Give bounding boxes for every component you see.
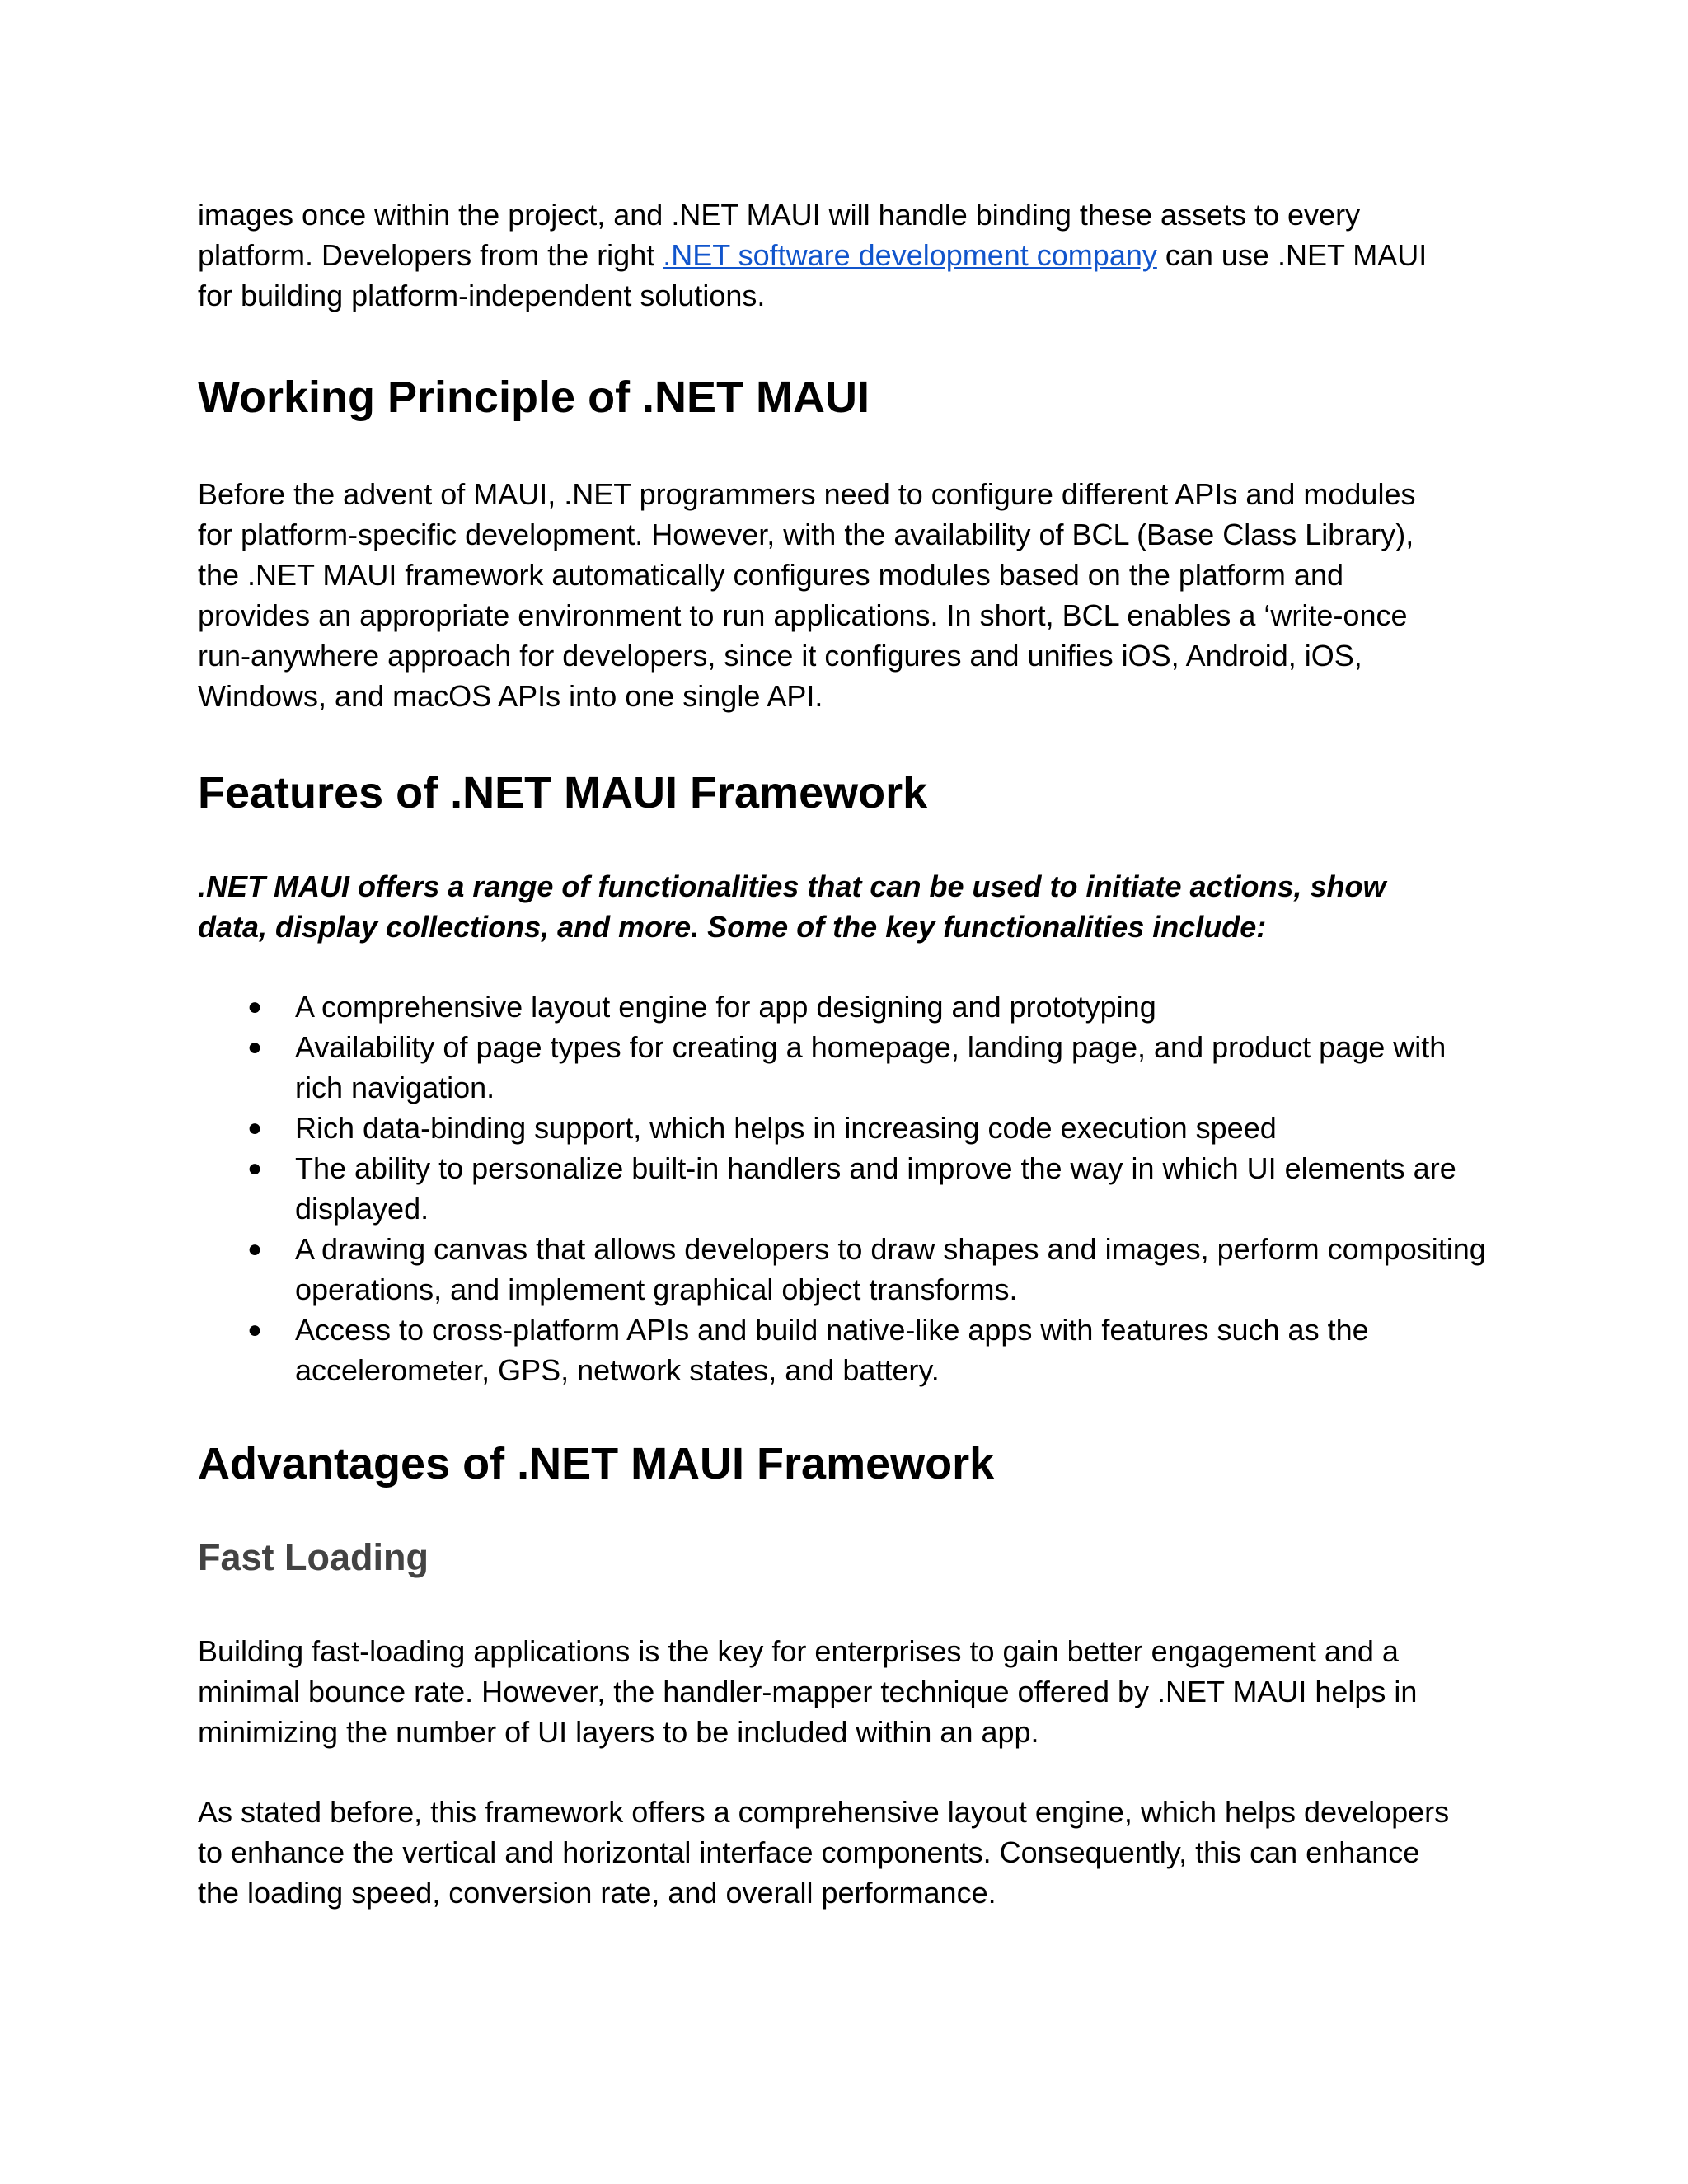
bullet-icon: ●	[247, 1114, 263, 1141]
list-item-text: A comprehensive layout engine for app designing and prototyping	[295, 990, 1156, 1024]
list-item-text: A drawing canvas that allows developers to draw shapes and images, perform compositing operations, and implement graphical object transforms.	[295, 1232, 1486, 1306]
document-page	[198, 194, 1500, 1913]
list-item	[247, 987, 1500, 1027]
bullet-icon: ●	[247, 1033, 263, 1061]
advantages-heading: Advantages of .NET MAUI Framework	[198, 1439, 995, 1488]
features-heading: Features of .NET MAUI Framework	[198, 768, 928, 818]
list-item	[247, 1229, 1500, 1310]
fast-loading-subheading: Fast Loading	[198, 1536, 429, 1578]
working-principle-paragraph: Before the advent of MAUI, .NET programmers need to configure different APIs and modules for platform-specific development. However, with the availability of BCL (Base Class Library), the .NET MAUI framework automatically configures modules based on the platform and provides an appropriate environment to run applications. In short, BCL enables a ‘write-once run-anywhere approach for developers, since it configures and unifies iOS, Android, iOS, Windows, and macOS APIs into one single API.	[198, 477, 1416, 713]
list-item	[247, 1027, 1500, 1108]
net-software-development-company-link[interactable]: .NET software development company	[663, 238, 1157, 272]
bullet-icon: ●	[247, 1316, 263, 1343]
list-item-text: Access to cross-platform APIs and build native-like apps with features such as the accelerometer, GPS, network states, and battery.	[295, 1313, 1369, 1387]
list-item-text: The ability to personalize built-in handlers and improve the way in which UI elements are displayed.	[295, 1151, 1456, 1226]
list-item-text: Availability of page types for creating a homepage, landing page, and product page with rich navigation.	[295, 1030, 1447, 1104]
features-intro-paragraph: .NET MAUI offers a range of functionalities that can be used to initiate actions, show data, display collections, and more. Some of the key functionalities include:	[198, 869, 1386, 944]
list-item	[247, 1108, 1500, 1148]
intro-text-after-link: can use .NET MAUI for building platform-independent solutions.	[198, 238, 1428, 312]
fast-loading-paragraph-1: Building fast-loading applications is the key for enterprises to gain better engagement and a minimal bounce rate. However, the handler-mapper technique offered by .NET MAUI helps in minimizing the number of UI layers to be included within an app.	[198, 1634, 1418, 1749]
list-item	[247, 1310, 1500, 1390]
features-list	[247, 987, 1500, 1390]
intro-paragraph	[198, 194, 1467, 316]
working-principle-heading: Working Principle of .NET MAUI	[198, 373, 870, 422]
fast-loading-paragraph-2: As stated before, this framework offers a comprehensive layout engine, which helps developers to enhance the vertical and horizontal interface components. Consequently, this can enhance the loading speed, conversion rate, and overall performance.	[198, 1795, 1450, 1910]
bullet-icon: ●	[247, 993, 263, 1020]
bullet-icon: ●	[247, 1155, 263, 1182]
bullet-icon: ●	[247, 1235, 263, 1263]
list-item-text: Rich data-binding support, which helps in increasing code execution speed	[295, 1111, 1277, 1145]
intro-text-before-link: images once within the project, and .NET MAUI will handle binding these assets to every platform. Developers from the right	[198, 198, 1361, 272]
list-item	[247, 1148, 1500, 1229]
